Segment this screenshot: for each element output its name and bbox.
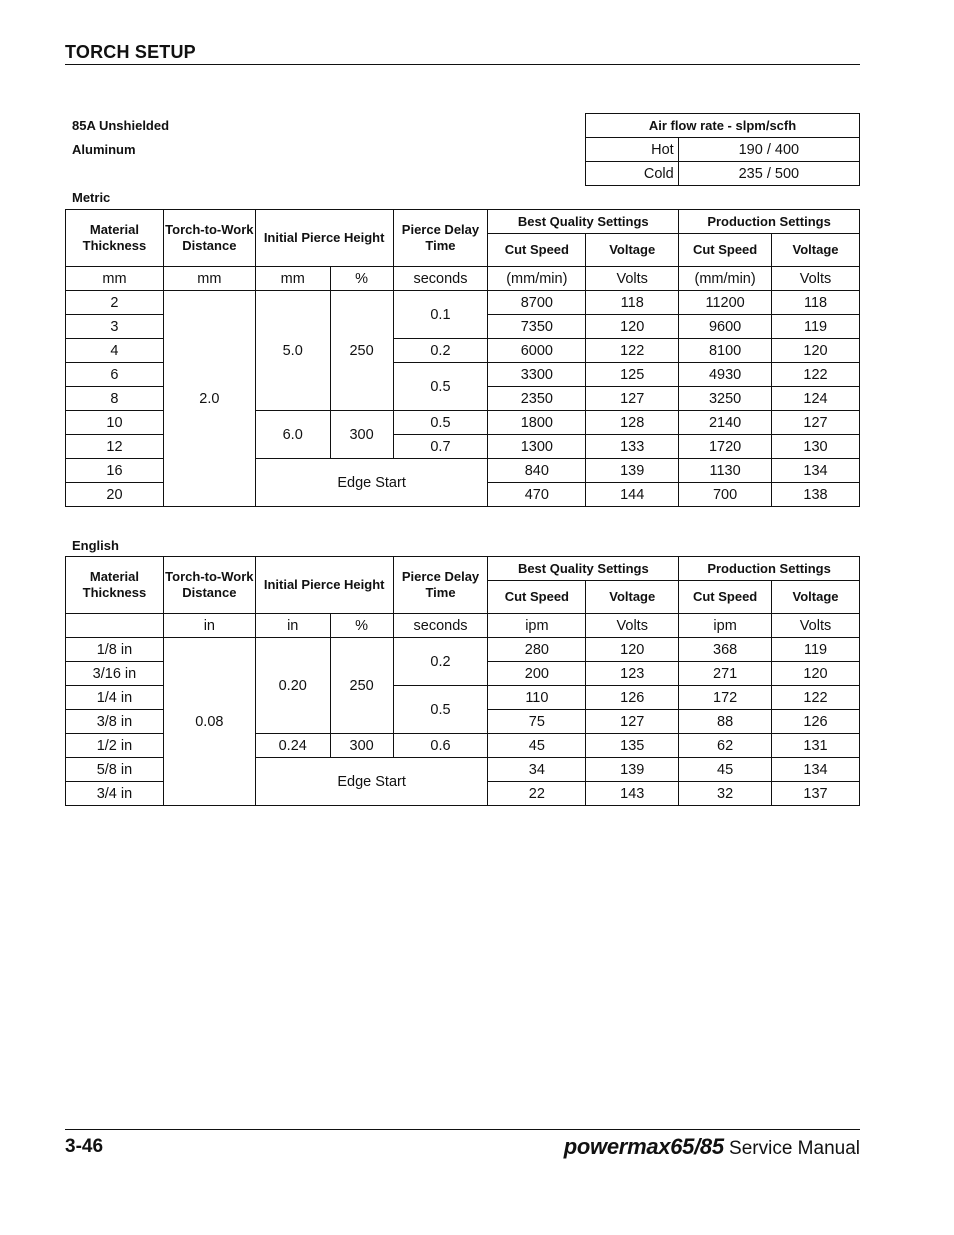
prod-speed-cell: 4930 bbox=[679, 363, 772, 387]
prod-speed-cell: 11200 bbox=[679, 291, 772, 315]
prod-speed-cell: 700 bbox=[679, 483, 772, 507]
thickness-cell: 10 bbox=[66, 411, 164, 435]
col-prod-voltage: Voltage bbox=[772, 581, 860, 614]
col-best-voltage: Voltage bbox=[586, 581, 679, 614]
unit-cell: (mm/min) bbox=[679, 267, 772, 291]
thickness-cell: 16 bbox=[66, 459, 164, 483]
unit-cell: ipm bbox=[679, 614, 772, 638]
col-best-voltage: Voltage bbox=[586, 234, 679, 267]
col-prod-cut-speed: Cut Speed bbox=[679, 234, 772, 267]
col-material-thickness: Material Thickness bbox=[66, 210, 164, 267]
unit-cell: ipm bbox=[488, 614, 586, 638]
prod-speed-cell: 2140 bbox=[679, 411, 772, 435]
thickness-cell: 4 bbox=[66, 339, 164, 363]
pierce-percent-cell: 250 bbox=[330, 291, 393, 411]
page-number: 3-46 bbox=[65, 1136, 104, 1157]
best-voltage-cell: 122 bbox=[586, 339, 679, 363]
best-voltage-cell: 143 bbox=[586, 782, 679, 806]
pierce-height-cell: 0.24 bbox=[255, 734, 330, 758]
col-prod-cut-speed: Cut Speed bbox=[679, 581, 772, 614]
airflow-cold-value: 235 / 500 bbox=[678, 162, 859, 186]
pierce-delay-cell: 0.5 bbox=[393, 363, 488, 411]
pierce-height-cell: 6.0 bbox=[255, 411, 330, 459]
unit-cell: Volts bbox=[586, 614, 679, 638]
best-voltage-cell: 120 bbox=[586, 638, 679, 662]
best-voltage-cell: 128 bbox=[586, 411, 679, 435]
pierce-percent-cell: 250 bbox=[330, 638, 393, 734]
unit-cell: Volts bbox=[772, 267, 860, 291]
prod-speed-cell: 32 bbox=[679, 782, 772, 806]
metric-label: Metric bbox=[72, 190, 111, 205]
pierce-delay-cell: 0.6 bbox=[393, 734, 488, 758]
col-best-cut-speed: Cut Speed bbox=[488, 234, 586, 267]
airflow-title: Air flow rate - slpm/scfh bbox=[586, 114, 860, 138]
prod-voltage-cell: 118 bbox=[772, 291, 860, 315]
best-speed-cell: 840 bbox=[488, 459, 586, 483]
thickness-cell: 2 bbox=[66, 291, 164, 315]
best-voltage-cell: 133 bbox=[586, 435, 679, 459]
best-voltage-cell: 123 bbox=[586, 662, 679, 686]
prod-speed-cell: 172 bbox=[679, 686, 772, 710]
best-speed-cell: 2350 bbox=[488, 387, 586, 411]
english-cut-chart bbox=[65, 556, 860, 806]
prod-voltage-cell: 122 bbox=[772, 686, 860, 710]
best-voltage-cell: 139 bbox=[586, 758, 679, 782]
prod-voltage-cell: 127 bbox=[772, 411, 860, 435]
best-voltage-cell: 120 bbox=[586, 315, 679, 339]
prod-voltage-cell: 124 bbox=[772, 387, 860, 411]
unit-cell: Volts bbox=[586, 267, 679, 291]
unit-cell: (mm/min) bbox=[488, 267, 586, 291]
col-production: Production Settings bbox=[679, 210, 860, 234]
unit-cell: mm bbox=[255, 267, 330, 291]
prod-speed-cell: 271 bbox=[679, 662, 772, 686]
unit-cell: seconds bbox=[393, 267, 488, 291]
unit-cell: seconds bbox=[393, 614, 488, 638]
pierce-delay-cell: 0.2 bbox=[393, 638, 488, 686]
best-speed-cell: 75 bbox=[488, 710, 586, 734]
thickness-cell: 3/4 in bbox=[66, 782, 164, 806]
pierce-delay-cell: 0.5 bbox=[393, 686, 488, 734]
col-production: Production Settings bbox=[679, 557, 860, 581]
prod-speed-cell: 1130 bbox=[679, 459, 772, 483]
doc-title: Service Manual bbox=[729, 1138, 860, 1159]
pierce-percent-cell: 300 bbox=[330, 734, 393, 758]
prod-voltage-cell: 131 bbox=[772, 734, 860, 758]
prod-speed-cell: 62 bbox=[679, 734, 772, 758]
best-speed-cell: 110 bbox=[488, 686, 586, 710]
footer-divider bbox=[65, 1129, 860, 1130]
prod-voltage-cell: 134 bbox=[772, 758, 860, 782]
airflow-hot-label: Hot bbox=[586, 138, 679, 162]
col-initial-pierce-height: Initial Pierce Height bbox=[255, 210, 393, 267]
best-speed-cell: 8700 bbox=[488, 291, 586, 315]
thickness-cell: 1/8 in bbox=[66, 638, 164, 662]
best-voltage-cell: 126 bbox=[586, 686, 679, 710]
col-material-thickness: Material Thickness bbox=[66, 557, 164, 614]
prod-speed-cell: 368 bbox=[679, 638, 772, 662]
prod-voltage-cell: 126 bbox=[772, 710, 860, 734]
airflow-table bbox=[585, 113, 860, 186]
footer-brand bbox=[564, 1134, 860, 1160]
best-voltage-cell: 127 bbox=[586, 387, 679, 411]
best-speed-cell: 22 bbox=[488, 782, 586, 806]
thickness-cell: 3 bbox=[66, 315, 164, 339]
prod-speed-cell: 9600 bbox=[679, 315, 772, 339]
pierce-height-cell: 5.0 bbox=[255, 291, 330, 411]
best-speed-cell: 3300 bbox=[488, 363, 586, 387]
prod-voltage-cell: 119 bbox=[772, 315, 860, 339]
thickness-cell: 5/8 in bbox=[66, 758, 164, 782]
edge-start-cell: Edge Start bbox=[255, 758, 488, 806]
pierce-delay-cell: 0.7 bbox=[393, 435, 488, 459]
unit-cell: % bbox=[330, 614, 393, 638]
torch-to-work-cell: 2.0 bbox=[163, 291, 255, 507]
col-initial-pierce-height: Initial Pierce Height bbox=[255, 557, 393, 614]
prod-voltage-cell: 130 bbox=[772, 435, 860, 459]
pierce-percent-cell: 300 bbox=[330, 411, 393, 459]
best-voltage-cell: 135 bbox=[586, 734, 679, 758]
thickness-cell: 1/2 in bbox=[66, 734, 164, 758]
best-voltage-cell: 144 bbox=[586, 483, 679, 507]
prod-speed-cell: 8100 bbox=[679, 339, 772, 363]
prod-voltage-cell: 120 bbox=[772, 662, 860, 686]
best-speed-cell: 280 bbox=[488, 638, 586, 662]
unit-cell: in bbox=[255, 614, 330, 638]
best-speed-cell: 45 bbox=[488, 734, 586, 758]
unit-cell: mm bbox=[163, 267, 255, 291]
pierce-height-cell: 0.20 bbox=[255, 638, 330, 734]
unit-cell: mm bbox=[66, 267, 164, 291]
edge-start-cell: Edge Start bbox=[255, 459, 488, 507]
pierce-delay-cell: 0.5 bbox=[393, 411, 488, 435]
prod-voltage-cell: 120 bbox=[772, 339, 860, 363]
prod-voltage-cell: 122 bbox=[772, 363, 860, 387]
col-best-cut-speed: Cut Speed bbox=[488, 581, 586, 614]
col-torch-to-work: Torch-to-Work Distance bbox=[163, 210, 255, 267]
unit-cell: in bbox=[163, 614, 255, 638]
prod-voltage-cell: 137 bbox=[772, 782, 860, 806]
col-pierce-delay-time: Pierce Delay Time bbox=[393, 557, 488, 614]
col-best-quality: Best Quality Settings bbox=[488, 210, 679, 234]
prod-voltage-cell: 138 bbox=[772, 483, 860, 507]
airflow-cold-label: Cold bbox=[586, 162, 679, 186]
best-speed-cell: 1800 bbox=[488, 411, 586, 435]
thickness-cell: 6 bbox=[66, 363, 164, 387]
unit-cell bbox=[66, 614, 164, 638]
metric-cut-chart bbox=[65, 209, 860, 507]
thickness-cell: 3/8 in bbox=[66, 710, 164, 734]
best-voltage-cell: 139 bbox=[586, 459, 679, 483]
prod-voltage-cell: 134 bbox=[772, 459, 860, 483]
best-speed-cell: 6000 bbox=[488, 339, 586, 363]
section-title: TORCH SETUP bbox=[65, 42, 196, 62]
best-speed-cell: 1300 bbox=[488, 435, 586, 459]
unit-cell: % bbox=[330, 267, 393, 291]
prod-speed-cell: 88 bbox=[679, 710, 772, 734]
thickness-cell: 20 bbox=[66, 483, 164, 507]
pierce-delay-cell: 0.2 bbox=[393, 339, 488, 363]
col-torch-to-work: Torch-to-Work Distance bbox=[163, 557, 255, 614]
best-voltage-cell: 127 bbox=[586, 710, 679, 734]
col-pierce-delay-time: Pierce Delay Time bbox=[393, 210, 488, 267]
best-speed-cell: 470 bbox=[488, 483, 586, 507]
best-voltage-cell: 118 bbox=[586, 291, 679, 315]
prod-speed-cell: 3250 bbox=[679, 387, 772, 411]
col-prod-voltage: Voltage bbox=[772, 234, 860, 267]
best-speed-cell: 34 bbox=[488, 758, 586, 782]
prod-speed-cell: 1720 bbox=[679, 435, 772, 459]
thickness-cell: 12 bbox=[66, 435, 164, 459]
col-best-quality: Best Quality Settings bbox=[488, 557, 679, 581]
thickness-cell: 8 bbox=[66, 387, 164, 411]
thickness-cell: 1/4 in bbox=[66, 686, 164, 710]
material-name: Aluminum bbox=[72, 142, 136, 157]
process-name: 85A Unshielded bbox=[72, 118, 170, 133]
best-speed-cell: 7350 bbox=[488, 315, 586, 339]
pierce-delay-cell: 0.1 bbox=[393, 291, 488, 339]
best-voltage-cell: 125 bbox=[586, 363, 679, 387]
prod-voltage-cell: 119 bbox=[772, 638, 860, 662]
torch-to-work-cell: 0.08 bbox=[163, 638, 255, 806]
unit-cell: Volts bbox=[772, 614, 860, 638]
best-speed-cell: 200 bbox=[488, 662, 586, 686]
airflow-hot-value: 190 / 400 bbox=[678, 138, 859, 162]
english-label: English bbox=[72, 538, 119, 553]
thickness-cell: 3/16 in bbox=[66, 662, 164, 686]
prod-speed-cell: 45 bbox=[679, 758, 772, 782]
header-divider bbox=[65, 64, 860, 65]
brand-logo: powermax65/85 bbox=[563, 1134, 724, 1159]
